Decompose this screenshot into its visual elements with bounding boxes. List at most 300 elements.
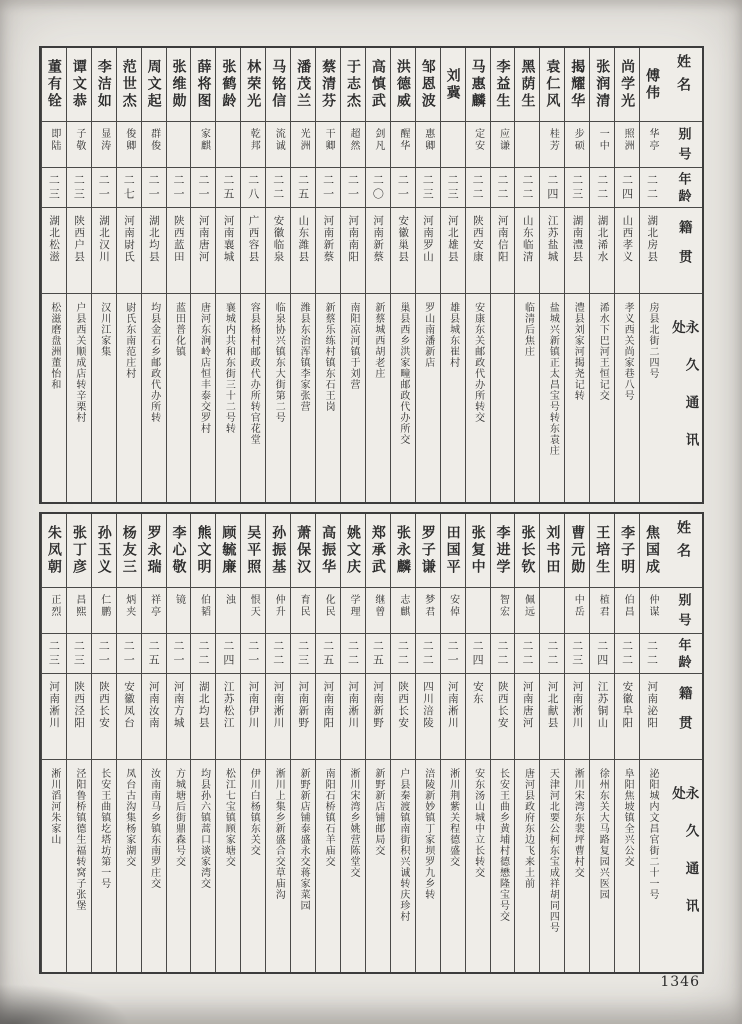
- entry-age: 二一: [341, 168, 365, 208]
- entry-alias: 惠卿: [416, 122, 440, 168]
- entry-name: 尚学光: [615, 48, 639, 122]
- entry-origin: 湖北均县: [191, 674, 215, 760]
- entry-origin: 河南罗山: [416, 208, 440, 294]
- entry-address: 松滋磨盘洲董怡和: [48, 302, 60, 390]
- entry-alias: 炳夹: [117, 588, 141, 634]
- entry-alias: 仲谋: [640, 588, 664, 634]
- entry-name: 高慎武: [366, 48, 390, 122]
- entry-age: 二二: [341, 634, 365, 674]
- header-origin-label: 籍贯: [664, 208, 702, 294]
- entry-age: 二一: [391, 168, 415, 208]
- entry-name: 张润清: [590, 48, 614, 122]
- entry-origin: 湖北汉川: [92, 208, 116, 294]
- entry-alias: [216, 122, 240, 168]
- entry-age: 二二: [640, 168, 664, 208]
- directory-entry-column: [440, 514, 465, 972]
- entry-address: 新野新店铺泰盛永交蒋家菜园: [298, 768, 310, 911]
- entry-name: 于志杰: [341, 48, 365, 122]
- entry-address: 新蔡乐练村镇东石王岗: [323, 302, 335, 412]
- entry-alias: 干卿: [316, 122, 340, 168]
- table-header-column: [664, 514, 702, 972]
- directory-entry-column: [390, 48, 415, 502]
- entry-origin: 河南淅川: [565, 674, 589, 760]
- directory-entry-column: [415, 48, 440, 502]
- entry-name: 罗永瑞: [142, 514, 166, 588]
- entry-address: 阜阳焦坡镇全兴公交: [622, 768, 634, 867]
- entry-name: 蔡清芬: [316, 48, 340, 122]
- entry-address: 泾阳鲁桥镇德生福转窝子张堡: [73, 768, 85, 911]
- entry-address: 松江七宝镇顾家塘交: [223, 768, 235, 867]
- entry-name: 周文起: [142, 48, 166, 122]
- entry-address: 泌阳城内文昌官街二十一号: [647, 768, 659, 900]
- directory-table-top: [39, 46, 704, 504]
- entry-address: 安东汤山城中立长转交: [472, 768, 484, 878]
- entry-origin: 山东临清: [515, 208, 539, 294]
- directory-entry-column: [589, 514, 614, 972]
- directory-entry-column: [639, 514, 664, 972]
- header-age-label: 年龄: [664, 634, 702, 674]
- entry-alias: 桂芳: [540, 122, 564, 168]
- entry-address: 容县杨村邮政代办所转官花堂: [248, 302, 260, 445]
- entry-alias: [540, 588, 564, 634]
- directory-entry-column: [166, 48, 191, 502]
- entry-origin: 河南泌阳: [640, 674, 664, 760]
- entry-alias: 正烈: [42, 588, 66, 634]
- header-alias-label: 别号: [664, 122, 702, 168]
- entry-origin: 河南新蔡: [366, 208, 390, 294]
- entry-origin: 河南方城: [167, 674, 191, 760]
- entry-alias: 即陆: [42, 122, 66, 168]
- entry-address: 伊川白杨镇东关交: [248, 768, 260, 856]
- entry-origin: 陕西长安: [491, 674, 515, 760]
- directory-entry-column: [589, 48, 614, 502]
- entry-address: 南阳凉河镇于刘营: [347, 302, 359, 390]
- entry-origin: 江苏松江: [216, 674, 240, 760]
- entry-age: 二二: [615, 634, 639, 674]
- directory-entry-column: [639, 48, 664, 502]
- entry-alias: 祥亭: [142, 588, 166, 634]
- entry-age: 二一: [92, 168, 116, 208]
- entry-origin: 湖北松滋: [42, 208, 66, 294]
- entry-address: 均县孙六镇蒿口谈家湾交: [198, 768, 210, 889]
- entry-origin: 湖北房县: [640, 208, 664, 294]
- entry-alias: [515, 122, 539, 168]
- entry-address: 唐河县政府东边飞来土前: [522, 768, 534, 889]
- entry-origin: 河南淅川: [341, 674, 365, 760]
- entry-name: 曹元勋: [565, 514, 589, 588]
- entry-age: 二四: [615, 168, 639, 208]
- entry-name: 顾毓廉: [216, 514, 240, 588]
- entry-name: 吴平照: [241, 514, 265, 588]
- entry-alias: 仲升: [266, 588, 290, 634]
- entry-alias: 华亭: [640, 122, 664, 168]
- entry-origin: 陕西安康: [466, 208, 490, 294]
- directory-entry-column: [614, 48, 639, 502]
- entry-address: 襄城内共和东街三十二号转: [223, 302, 235, 434]
- entry-age: 二三: [441, 168, 465, 208]
- entry-age: 二三: [416, 168, 440, 208]
- entry-name: 张永麟: [391, 514, 415, 588]
- entry-age: 二三: [67, 168, 91, 208]
- entry-age: 二一: [142, 168, 166, 208]
- entry-name: 董有铨: [42, 48, 66, 122]
- entry-name: 萧保汉: [291, 514, 315, 588]
- directory-entry-column: [340, 48, 365, 502]
- entry-alias: 植君: [590, 588, 614, 634]
- entry-name: 李子明: [615, 514, 639, 588]
- entry-age: 二一: [167, 634, 191, 674]
- directory-entry-column: [465, 514, 490, 972]
- entry-address: 孝义西关尚家巷八号: [622, 302, 634, 401]
- entry-alias: 伯昌: [615, 588, 639, 634]
- entry-name: 刘书田: [540, 514, 564, 588]
- entry-origin: 四川涪陵: [416, 674, 440, 760]
- entry-address: 浠水下巴河王恒记交: [597, 302, 609, 401]
- directory-entry-column: [564, 48, 589, 502]
- entry-origin: 河南淅川: [42, 674, 66, 760]
- directory-entry-column: [265, 48, 290, 502]
- entry-alias: 恨天: [241, 588, 265, 634]
- entry-origin: 安徽凤台: [117, 674, 141, 760]
- entry-origin: 河南尉氏: [117, 208, 141, 294]
- entry-address: [491, 294, 515, 502]
- entry-name: 张鹤龄: [216, 48, 240, 122]
- directory-entry-column: [240, 514, 265, 972]
- directory-entry-column: [91, 514, 116, 972]
- entry-alias: 照洲: [615, 122, 639, 168]
- entry-age: 二五: [142, 634, 166, 674]
- directory-entry-column: [365, 48, 390, 502]
- directory-entry-column: [166, 514, 191, 972]
- entry-age: 二一: [316, 168, 340, 208]
- table-header-column: [664, 48, 702, 502]
- entry-age: 二三: [565, 634, 589, 674]
- entry-address: 唐河东涧岭店恒丰泰交罗村: [198, 302, 210, 434]
- header-origin-label: 籍贯: [664, 674, 702, 760]
- entry-address: 安康东关邮政代办所转交: [472, 302, 484, 423]
- directory-entry-column: [315, 48, 340, 502]
- directory-entry-column: [315, 514, 340, 972]
- entry-alias: 浊: [216, 588, 240, 634]
- entry-age: 二三: [67, 634, 91, 674]
- entry-alias: 应谦: [491, 122, 515, 168]
- entry-origin: 河南汝南: [142, 674, 166, 760]
- directory-entry-column: [190, 48, 215, 502]
- entry-alias: 佩远: [515, 588, 539, 634]
- entry-origin: 河南淅川: [266, 674, 290, 760]
- entry-alias: [167, 122, 191, 168]
- entry-address: 天津河北要公柯东宝成祥胡同四号: [547, 768, 559, 933]
- entry-origin: 广西容县: [241, 208, 265, 294]
- entry-name: 孙玉义: [92, 514, 116, 588]
- entry-name: 黑荫生: [515, 48, 539, 122]
- directory-entry-column: [390, 514, 415, 972]
- directory-entry-column: [141, 514, 166, 972]
- entry-address: 临泉协兴镇东大街第二号: [273, 302, 285, 423]
- entry-name: 罗子谦: [416, 514, 440, 588]
- entry-origin: 山东潍县: [291, 208, 315, 294]
- entry-age: 二〇: [366, 168, 390, 208]
- entry-name: 邹恩波: [416, 48, 440, 122]
- entry-origin: 山西孝义: [615, 208, 639, 294]
- entry-alias: 剑凡: [366, 122, 390, 168]
- entry-origin: 湖北浠水: [590, 208, 614, 294]
- entry-origin: 安徽巢县: [391, 208, 415, 294]
- entry-address: 汝南南马乡镇东南罗庄交: [148, 768, 160, 889]
- entry-name: 高振华: [316, 514, 340, 588]
- entry-age: 二五: [316, 634, 340, 674]
- directory-entry-column: [290, 48, 315, 502]
- entry-alias: 学理: [341, 588, 365, 634]
- entry-origin: 安徽阜阳: [615, 674, 639, 760]
- entry-age: 二一: [191, 168, 215, 208]
- entry-alias: 志麒: [391, 588, 415, 634]
- entry-address: 蓝田普化镇: [173, 302, 185, 357]
- entry-alias: 化民: [316, 588, 340, 634]
- directory-entry-column: [66, 514, 91, 972]
- directory-entry-column: [514, 48, 539, 502]
- directory-entry-column: [340, 514, 365, 972]
- entry-name: 潘茂兰: [291, 48, 315, 122]
- entry-origin: 河南南阳: [341, 208, 365, 294]
- entry-age: 二二: [266, 168, 290, 208]
- entry-origin: 陕西户县: [67, 208, 91, 294]
- directory-entry-column: [116, 514, 141, 972]
- entry-address: 房县北街二四号: [647, 302, 659, 379]
- entry-origin: 河南唐河: [191, 208, 215, 294]
- entry-alias: 超然: [341, 122, 365, 168]
- header-alias-label: 别号: [664, 588, 702, 634]
- directory-entry-column: [91, 48, 116, 502]
- entry-origin: 陕西长安: [391, 674, 415, 760]
- entry-age: 二三: [291, 634, 315, 674]
- entry-age: 二二: [491, 168, 515, 208]
- entry-name: 李心敬: [167, 514, 191, 588]
- page-number: 1346: [660, 974, 700, 990]
- entry-age: 二二: [391, 634, 415, 674]
- directory-entry-column: [539, 514, 564, 972]
- entry-address: 凤台古沟集杨家湖交: [123, 768, 135, 867]
- entry-origin: 河南伊川: [241, 674, 265, 760]
- entry-age: 二二: [540, 634, 564, 674]
- entry-alias: 群俊: [142, 122, 166, 168]
- directory-entry-column: [116, 48, 141, 502]
- header-age-label: 年龄: [664, 168, 702, 208]
- entry-name: 傅伟: [640, 48, 664, 122]
- entry-age: 二一: [167, 168, 191, 208]
- directory-entry-column: [41, 514, 66, 972]
- entry-alias: 中岳: [565, 588, 589, 634]
- entry-address: 涪陵新妙镇丁家坝罗九乡转: [422, 768, 434, 900]
- entry-age: 二二: [266, 634, 290, 674]
- entry-name: 李益生: [491, 48, 515, 122]
- directory-entry-column: [564, 514, 589, 972]
- entry-address: 澧县刘家河揭尧记转: [572, 302, 584, 401]
- entry-address: 南阳石桥镇石羊庙交: [323, 768, 335, 867]
- entry-name: 杨友三: [117, 514, 141, 588]
- entry-age: 二一: [117, 634, 141, 674]
- entry-name: 张维勋: [167, 48, 191, 122]
- entry-alias: 安倬: [441, 588, 465, 634]
- entry-alias: 俊卿: [117, 122, 141, 168]
- entry-name: 李洁如: [92, 48, 116, 122]
- directory-entry-column: [614, 514, 639, 972]
- entry-address: 淅川荆紫关程德盛交: [447, 768, 459, 867]
- entry-origin: 陕西泾阳: [67, 674, 91, 760]
- entry-name: 刘冀: [441, 48, 465, 122]
- entry-name: 田国平: [441, 514, 465, 588]
- entry-address: 方城塘后街鼎森号交: [173, 768, 185, 867]
- directory-entry-column: [66, 48, 91, 502]
- entry-name: 林荣光: [241, 48, 265, 122]
- entry-address: 临清后焦庄: [522, 302, 534, 357]
- entry-address: 雄县城东崔村: [447, 302, 459, 368]
- entry-address: 淅川宋湾东裴坪曹村交: [572, 768, 584, 878]
- entry-alias: 继曾: [366, 588, 390, 634]
- entry-name: 袁仁风: [540, 48, 564, 122]
- entry-name: 张丁彦: [67, 514, 91, 588]
- directory-entry-column: [215, 48, 240, 502]
- directory-entry-column: [240, 48, 265, 502]
- entry-origin: 安徽临泉: [266, 208, 290, 294]
- entry-age: 二二: [515, 634, 539, 674]
- header-name-label: 姓名: [664, 48, 702, 122]
- entry-alias: 镜: [167, 588, 191, 634]
- directory-entry-column: [490, 514, 515, 972]
- entry-name: 张复中: [466, 514, 490, 588]
- entry-name: 郑承武: [366, 514, 390, 588]
- entry-name: 焦国成: [640, 514, 664, 588]
- entry-origin: 河南新蔡: [316, 208, 340, 294]
- header-name-label: 姓名: [664, 514, 702, 588]
- entry-address: 户县西关顺成店转辛栗村: [73, 302, 85, 423]
- entry-age: 二五: [216, 168, 240, 208]
- entry-name: 张长钦: [515, 514, 539, 588]
- entry-alias: 智宏: [491, 588, 515, 634]
- entry-address: 潍县东治浑镇李家张营: [298, 302, 310, 412]
- directory-entry-column: [490, 48, 515, 502]
- entry-name: 马铭信: [266, 48, 290, 122]
- entry-alias: 梦君: [416, 588, 440, 634]
- entry-address: 长安王曲镇圪塔坊第一号: [98, 768, 110, 889]
- directory-entry-column: [415, 514, 440, 972]
- entry-age: 二二: [515, 168, 539, 208]
- directory-entry-column: [440, 48, 465, 502]
- entry-alias: 醒华: [391, 122, 415, 168]
- directory-entry-column: [290, 514, 315, 972]
- entry-origin: 河南襄城: [216, 208, 240, 294]
- entry-age: 二四: [216, 634, 240, 674]
- entry-origin: 安东: [466, 674, 490, 760]
- entry-origin: 陕西长安: [92, 674, 116, 760]
- entry-address: 罗山南潘新店: [422, 302, 434, 368]
- entry-age: 二二: [590, 168, 614, 208]
- entry-alias: 定安: [466, 122, 490, 168]
- entry-alias: 育民: [291, 588, 315, 634]
- entry-origin: 河南信阳: [491, 208, 515, 294]
- entry-age: 二二: [416, 634, 440, 674]
- entry-age: 二二: [640, 634, 664, 674]
- entry-name: 朱凤朝: [42, 514, 66, 588]
- directory-entry-column: [141, 48, 166, 502]
- entry-origin: 湖北均县: [142, 208, 166, 294]
- entry-origin: 河北雄县: [441, 208, 465, 294]
- entry-alias: 步硕: [565, 122, 589, 168]
- scan-smudge-artifact: [0, 984, 130, 1024]
- entry-age: 二五: [366, 634, 390, 674]
- entry-address: 均县金石乡邮政代办所转: [148, 302, 160, 423]
- entry-age: 二三: [565, 168, 589, 208]
- entry-alias: 乾邦: [241, 122, 265, 168]
- entry-alias: 仁鹏: [92, 588, 116, 634]
- entry-age: 二五: [291, 168, 315, 208]
- entry-alias: 光洲: [291, 122, 315, 168]
- entry-age: 二三: [42, 634, 66, 674]
- entry-name: 王培生: [590, 514, 614, 588]
- entry-name: 李进学: [491, 514, 515, 588]
- entry-address: 尉氏东南范庄村: [123, 302, 135, 379]
- entry-alias: 昌熙: [67, 588, 91, 634]
- entry-origin: 陕西蓝田: [167, 208, 191, 294]
- entry-age: 二三: [42, 168, 66, 208]
- entry-name: 薛将图: [191, 48, 215, 122]
- entry-age: 二一: [92, 634, 116, 674]
- entry-address: 徐州东关大马路复园兴医园: [597, 768, 609, 900]
- directory-entry-column: [539, 48, 564, 502]
- entry-age: 二四: [590, 634, 614, 674]
- entry-origin: 湖南澧县: [565, 208, 589, 294]
- entry-address: 巢县西乡洪家疃邮政代办所交: [397, 302, 409, 445]
- entry-name: 揭耀华: [565, 48, 589, 122]
- directory-entry-column: [41, 48, 66, 502]
- directory-entry-column: [265, 514, 290, 972]
- directory-entry-column: [465, 48, 490, 502]
- entry-origin: 河南唐河: [515, 674, 539, 760]
- entry-alias: 显涛: [92, 122, 116, 168]
- entry-alias: 子敬: [67, 122, 91, 168]
- entry-address: 盐城兴新镇正太昌宝号转东袁庄: [547, 302, 559, 456]
- entry-name: 洪德威: [391, 48, 415, 122]
- entry-alias: [466, 588, 490, 634]
- entry-alias: 伯韬: [191, 588, 215, 634]
- entry-alias: [441, 122, 465, 168]
- entry-origin: 河南新野: [291, 674, 315, 760]
- entry-address: 长安王曲乡黄埔村德懋隆宝号交: [497, 768, 509, 922]
- entry-age: 二四: [540, 168, 564, 208]
- entry-alias: 一中: [590, 122, 614, 168]
- entry-address: 新蔡城西胡老庄: [372, 302, 384, 379]
- entry-name: 姚文庆: [341, 514, 365, 588]
- entry-age: 二二: [466, 168, 490, 208]
- entry-age: 二八: [241, 168, 265, 208]
- entry-origin: 江苏铜山: [590, 674, 614, 760]
- entry-address: 新野新店铺邮局交: [372, 768, 384, 856]
- directory-entry-column: [215, 514, 240, 972]
- entry-origin: 江苏盐城: [540, 208, 564, 294]
- directory-table-bottom: [39, 512, 704, 974]
- entry-address: 户县秦渡镇南街积兴诚转庆珍村: [397, 768, 409, 922]
- entry-age: 二四: [466, 634, 490, 674]
- entry-age: 二二: [191, 634, 215, 674]
- entry-origin: 河北献县: [540, 674, 564, 760]
- entry-name: 谭文恭: [67, 48, 91, 122]
- entry-origin: 河南新野: [366, 674, 390, 760]
- entry-origin: 河南南阳: [316, 674, 340, 760]
- entry-address: 淅川滔河朱家山: [48, 768, 60, 845]
- entry-address: 淅川宋湾乡姚营陈堂交: [347, 768, 359, 878]
- header-address-label: 永久通讯处: [669, 320, 699, 470]
- entry-address: 汉川江家集: [98, 302, 110, 357]
